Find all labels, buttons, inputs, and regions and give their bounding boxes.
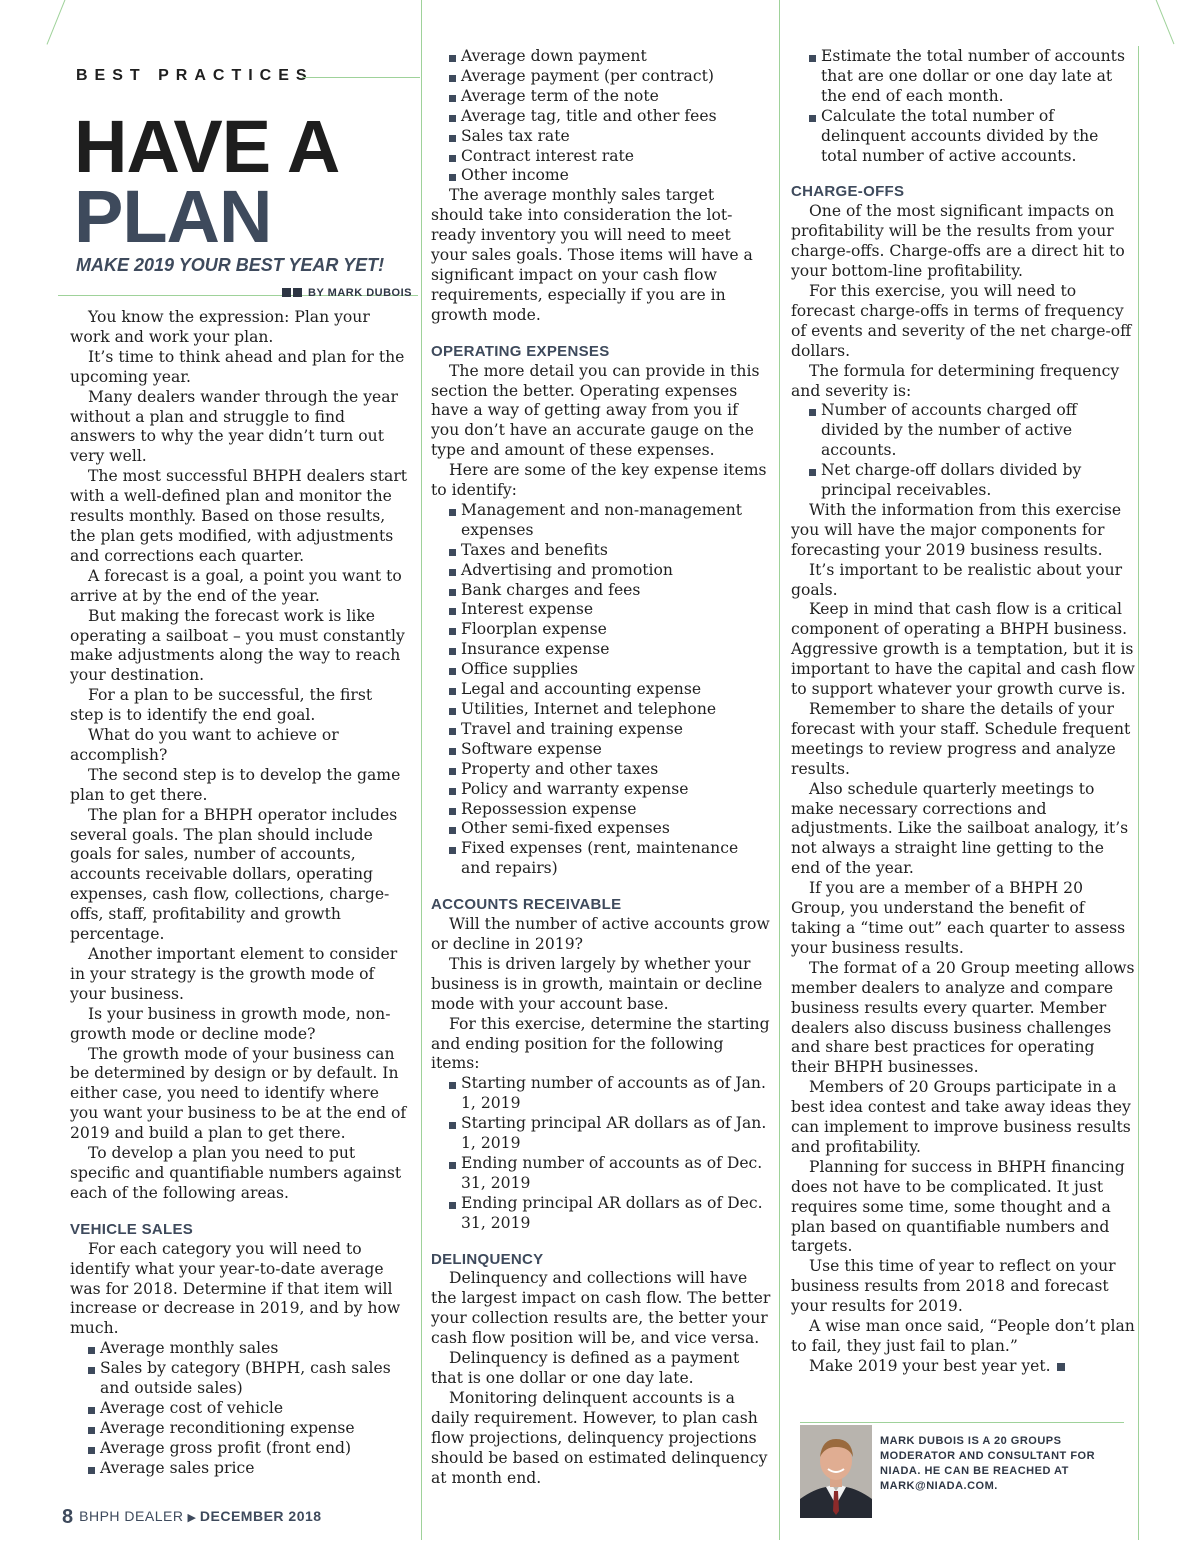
paragraph: The format of a 20 Group meeting allows member dealers to analyze and compare business results every quarter. Member dealers also discuss business challenges and share best practices for operating their BHPH businesses. (791, 958, 1135, 1077)
paragraph: To develop a plan you need to put specific and quantifiable numbers against each of the following areas. (70, 1144, 402, 1202)
list-item: Floorplan expense (449, 620, 771, 640)
paragraph: Is your business in growth mode, non-growth mode or decline mode? (70, 1004, 391, 1043)
paragraph: For this exercise, determine the starting and ending position for the following items: (431, 1014, 770, 1073)
paragraph: Planning for success in BHPH financing does not have to be complicated. It just requires some time, some thought and a plan based on quantifiable numbers and targets. (791, 1157, 1125, 1256)
paragraph: Remember to share the details of your forecast with your staff. Schedule frequent meetings to review progress and analyze results. (791, 700, 1131, 778)
bio-rule (800, 1422, 1124, 1423)
author-photo (800, 1425, 872, 1518)
paragraph: Here are some of the key expense items to identify: (431, 461, 767, 500)
list-item: Bank charges and fees (449, 581, 771, 601)
author-bio: MARK DUBOIS IS A 20 GROUPS MODERATOR AND CONSULTANT FOR NIADA. HE CAN BE REACHED AT MARK@NIADA.COM. (880, 1435, 1096, 1492)
paragraph: If you are a member of a BHPH 20 Group, you understand the benefit of taking a “time out” each quarter to assess your business results. (791, 879, 1126, 957)
kicker-rule (302, 77, 420, 78)
paragraph: Will the number of active accounts grow or decline in 2019? (431, 915, 770, 953)
list-item: Software expense (449, 740, 771, 760)
list-item: Fixed expenses (rent, maintenance and repairs) (449, 839, 771, 879)
paragraph: A wise man once said, “People don’t plan to fail, they just fail to plan.” (791, 1317, 1135, 1355)
list-item: Number of accounts charged off divided by the number of active accounts. (809, 401, 1136, 461)
article-column-3 (791, 47, 1136, 1377)
margin-rule-right (1138, 46, 1139, 1540)
paragraph: The most successful BHPH dealers start with a well-defined plan and monitor the results monthly. Based on those results, the plan gets modified, with adjustments and corrections each quarter. (70, 467, 408, 565)
accounts-receivable-list (431, 1074, 771, 1233)
closing-paragraph (791, 1357, 1136, 1377)
list-item: Average payment (per contract) (449, 67, 771, 87)
paragraph: The formula for determining frequency and severity is: (791, 361, 1120, 400)
paragraph: Delinquency is defined as a payment that is one dollar or one day late. (431, 1349, 740, 1387)
byline-text: BY MARK DUBOIS (308, 287, 412, 299)
paragraph: It’s time to think ahead and plan for the upcoming year. (70, 347, 405, 386)
list-item: Average sales price (88, 1459, 410, 1479)
list-item: Other semi-fixed expenses (449, 819, 771, 839)
paragraph: The more detail you can provide in this section the better. Operating expenses have a way of getting away from you if you don’t have an accurate gauge on the type and amount of these expenses. (431, 361, 760, 460)
issue-date: DECEMBER 2018 (199, 1508, 322, 1524)
end-mark-icon (1057, 1363, 1065, 1371)
paragraph: For each category you will need to identify what your year-to-date average was for 2018. Determine if that item will increase or decrease in 2019, and by how much. (70, 1239, 401, 1338)
section-heading-operating-expenses: OPERATING EXPENSES (431, 342, 610, 360)
list-item: Legal and accounting expense (449, 680, 771, 700)
page-footer (62, 1506, 322, 1529)
headline-line-1: HAVE A (74, 105, 340, 188)
paragraph: Also schedule quarterly meetings to make necessary corrections and adjustments. Like the sailboat analogy, it’s not always a straight line getting to the end of the year. (791, 779, 1129, 878)
chevron-right-icon: ▶ (187, 1512, 196, 1524)
paragraph: Many dealers wander through the year without a plan and struggle to find answers to why the year didn’t turn out very well. (70, 387, 398, 466)
paragraph: You know the expression: Plan your work and work your plan. (70, 308, 370, 346)
headline (74, 105, 340, 258)
list-item: Net charge-off dollars divided by principal receivables. (809, 461, 1136, 501)
list-item: Average down payment (449, 47, 771, 67)
byline-square-icon (293, 288, 302, 297)
section-heading-charge-offs: CHARGE-OFFS (791, 183, 905, 201)
list-item: Utilities, Internet and telephone (449, 700, 771, 720)
column-divider-1 (421, 0, 422, 1540)
list-item: Taxes and benefits (449, 541, 771, 561)
list-item: Sales by category (BHPH, cash sales and outside sales) (88, 1359, 410, 1399)
list-item: Other income (449, 166, 771, 186)
paragraph: This is driven largely by whether your business is in growth, maintain or decline mode with your account base. (431, 954, 763, 1013)
list-item: Average term of the note (449, 87, 771, 107)
corner-accent-left (47, 0, 67, 45)
paragraph: Monitoring delinquent accounts is a daily requirement. However, to plan cash flow projections, delinquency projections should be based on estimated delinquency at month end. (431, 1388, 768, 1487)
column-divider-2 (779, 0, 780, 1540)
list-item: Average gross profit (front end) (88, 1439, 410, 1459)
article-column-2 (431, 47, 771, 1488)
list-item: Interest expense (449, 600, 771, 620)
list-item: Management and non-management expenses (449, 501, 771, 541)
list-item: Sales tax rate (449, 127, 771, 147)
list-item: Travel and training expense (449, 720, 771, 740)
vehicle-sales-list (70, 1339, 410, 1478)
section-heading-delinquency: DELINQUENCY (431, 1250, 544, 1268)
paragraph: Keep in mind that cash flow is a critical component of operating a BHPH business. Aggressive growth is a temptation, but it is important to have the capital and cash flow to support whatever your growth curve is. (791, 600, 1135, 699)
list-item: Average cost of vehicle (88, 1399, 410, 1419)
list-item: Average monthly sales (88, 1339, 410, 1359)
publication-name: BHPH DEALER (79, 1508, 184, 1524)
paragraph: The plan for a BHPH operator includes several goals. The plan should include goals for sales, number of accounts, accounts receivable dollars, operating expenses, cash flow, collections, charge-offs, staff, profitability and growth percentage. (70, 805, 398, 944)
page-number: 8 (62, 1506, 74, 1528)
paragraph: Delinquency and collections will have the largest impact on cash flow. The better your collection results are, the better your cash flow position will be, and vice versa. (431, 1269, 771, 1348)
section-heading-vehicle-sales: VEHICLE SALES (70, 1220, 194, 1238)
byline (282, 287, 412, 299)
paragraph: A forecast is a goal, a point you want to arrive at by the end of the year. (70, 566, 402, 605)
paragraph: But making the forecast work is like operating a sailboat – you must constantly make adjustments along the way to reach your destination. (70, 606, 405, 685)
subheadline: MAKE 2019 YOUR BEST YEAR YET! (76, 255, 385, 275)
list-item: Property and other taxes (449, 760, 771, 780)
paragraph: The average monthly sales target should take into consideration the lot-ready inventory you will need to meet your sales goals. Those items will have a significant impact on your cash flow requirements, especially if you are in growth mode. (431, 186, 753, 324)
list-item: Calculate the total number of delinquent accounts divided by the total number of active accounts. (809, 107, 1136, 167)
list-item: Insurance expense (449, 640, 771, 660)
operating-expenses-list (431, 501, 771, 879)
list-item: Ending number of accounts as of Dec. 31, 2019 (449, 1154, 771, 1194)
delinquency-list (791, 47, 1136, 166)
paragraph: The growth mode of your business can be determined by design or by default. In either case, you need to identify where you want your business to be at the end of 2019 and build a plan to get there. (70, 1044, 407, 1143)
list-item: Repossession expense (449, 800, 771, 820)
list-item: Contract interest rate (449, 147, 771, 167)
paragraph: Another important element to consider in your strategy is the growth mode of your business. (70, 945, 398, 1003)
section-kicker: BEST PRACTICES (76, 67, 314, 84)
paragraph: For a plan to be successful, the first step is to identify the end goal. (70, 686, 373, 725)
list-item: Advertising and promotion (449, 561, 771, 581)
paragraph: The second step is to develop the game plan to get there. (70, 765, 401, 804)
paragraph: For this exercise, you will need to forecast charge-offs in terms of frequency of events and severity of the net charge-off dollars. (791, 281, 1132, 360)
list-item: Starting principal AR dollars as of Jan. 1, 2019 (449, 1114, 771, 1154)
charge-off-formula-list (791, 401, 1136, 501)
headline-line-2: PLAN (74, 175, 272, 258)
list-item: Average reconditioning expense (88, 1419, 410, 1439)
list-item: Average tag, title and other fees (449, 107, 771, 127)
list-item: Estimate the total number of accounts that are one dollar or one day late at the end of each month. (809, 47, 1136, 107)
paragraph: One of the most significant impacts on profitability will be the results from your charge-offs. Charge-offs are a direct hit to your bottom-line profitability. (791, 202, 1125, 281)
list-item: Policy and warranty expense (449, 780, 771, 800)
corner-accent-right (1154, 0, 1174, 44)
paragraph: With the information from this exercise you will have the major components for forecasting your 2019 business results. (791, 500, 1122, 559)
closing-text: Make 2019 your best year yet. (809, 1356, 1051, 1375)
paragraph: What do you want to achieve or accomplish? (70, 726, 339, 764)
list-item: Office supplies (449, 660, 771, 680)
paragraph: Members of 20 Groups participate in a best idea contest and take away ideas they can implement to improve business results and profitability. (791, 1078, 1131, 1156)
byline-square-icon (282, 288, 291, 297)
paragraph: Use this time of year to reflect on your business results from 2018 and forecast your results for 2019. (791, 1257, 1116, 1316)
paragraph: It’s important to be realistic about your goals. (791, 560, 1123, 599)
article-column-1 (70, 308, 410, 1479)
list-item: Starting number of accounts as of Jan. 1, 2019 (449, 1074, 771, 1114)
author-portrait-icon (800, 1425, 872, 1518)
list-item: Ending principal AR dollars as of Dec. 31, 2019 (449, 1194, 771, 1234)
section-heading-accounts-receivable: ACCOUNTS RECEIVABLE (431, 896, 622, 914)
vehicle-sales-list-continued (431, 47, 771, 186)
